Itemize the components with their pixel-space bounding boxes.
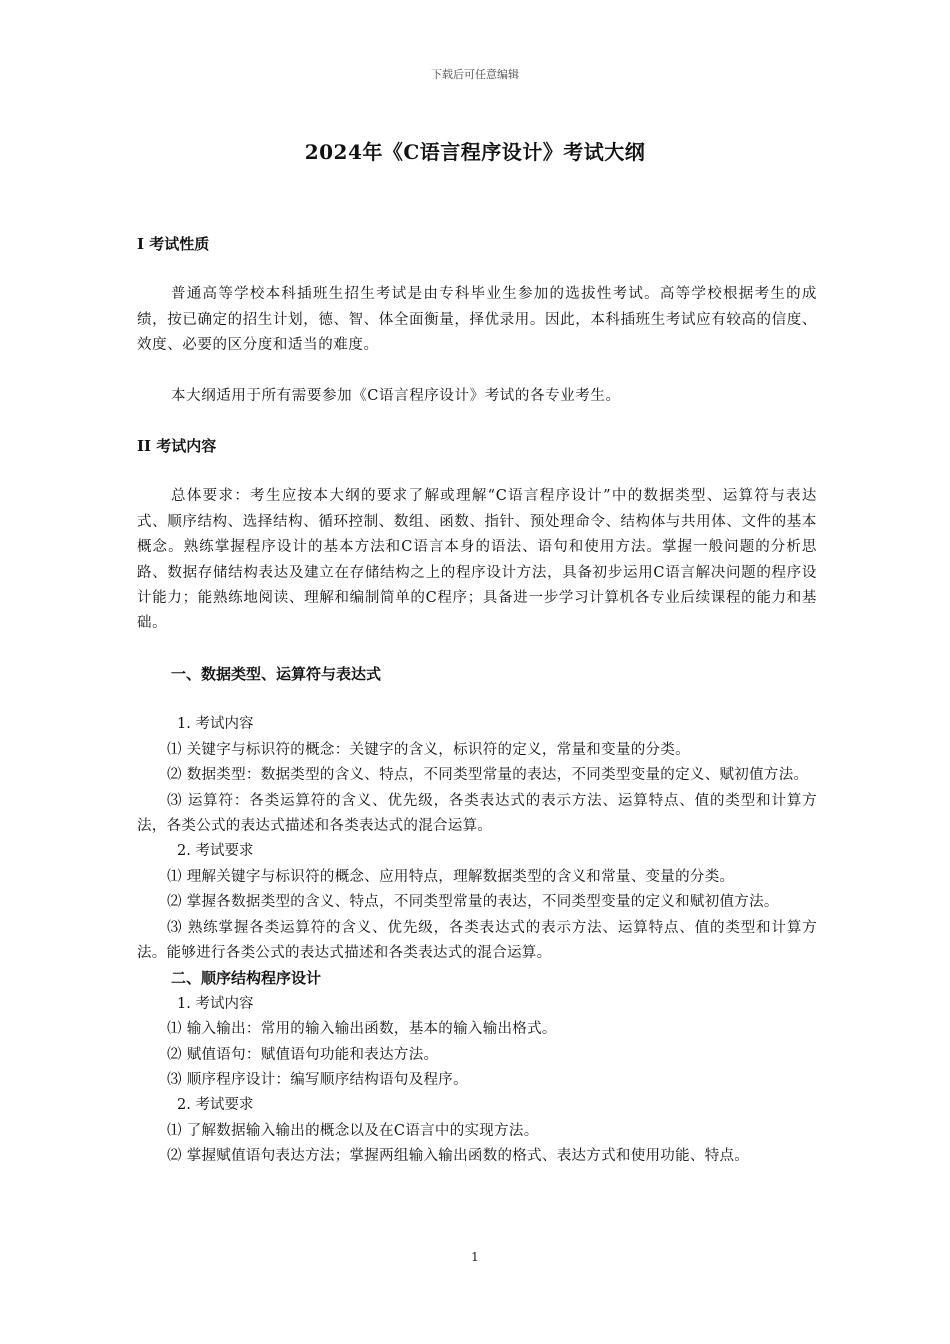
list-item: ⑴ 了解数据输入输出的概念以及在C语言中的实现方法。 <box>167 1122 539 1139</box>
list-item: ⑵ 数据类型：数据类型的含义、特点，不同类型常量的表达，不同类型变量的定义、赋初值方法。 <box>167 767 809 784</box>
paragraph-exam-nature: 普通高等学校本科插班生招生考试是由专科毕业生参加的选拔性考试。高等学校根据考生的成绩，按已确定的招生计划，德、智、体全面衡量，择优录用。因此，本科插班生考试应有较高的信度、效度、必要的区分度和适当的难度。 <box>137 286 817 354</box>
document-body <box>137 232 817 1170</box>
paragraph-general-requirements: 总体要求：考生应按本大纲的要求了解或理解“C语言程序设计”中的数据类型、运算符与表达式、顺序结构、选择结构、循环控制、数组、函数、指针、预处理命令、结构体与共用体、文件的基本概念。熟练掌握程序设计的基本方法和C语言本身的语法、语句和使用方法。掌握一般问题的分析思路、数据存储结构表达及建立在存储结构之上的程序设计方法，具备初步运用C语言解决问题的程序设计能力；能熟练地阅读、理解和编制简单的C程序；具备进一步学习计算机各专业后续课程的能力和基础。 <box>137 488 817 632</box>
list-item: ⑶ 运算符：各类运算符的含义、优先级，各类表达式的表示方法、运算特点、值的类型和计算方法，各类公式的表达式描述和各类表达式的混合运算。 <box>137 792 817 834</box>
list-item: ⑵ 赋值语句：赋值语句功能和表达方法。 <box>167 1046 439 1063</box>
subheading-content: 1. 考试内容 <box>177 716 254 733</box>
list-item: ⑶ 顺序程序设计：编写顺序结构语句及程序。 <box>167 1071 468 1088</box>
section-heading-nature: I 考试性质 <box>137 235 210 253</box>
header-note: 下载后可任意编辑 <box>431 68 519 81</box>
part-heading-data-types: 一、数据类型、运算符与表达式 <box>171 664 382 683</box>
list-item: ⑴ 输入输出：常用的输入输出函数，基本的输入输出格式。 <box>167 1021 557 1038</box>
list-item: ⑴ 关键字与标识符的概念：关键字的含义，标识符的定义，常量和变量的分类。 <box>167 741 690 758</box>
document-title: 2024年《C语言程序设计》考试大纲 <box>304 140 646 164</box>
part-heading-sequential: 二、顺序结构程序设计 <box>171 969 322 988</box>
subheading-requirements: 2. 考试要求 <box>177 843 254 860</box>
list-item: ⑶ 熟练掌握各类运算符的含义、优先级，各类表达式的表示方法、运算特点、值的类型和计算方法。能够进行各类公式的表达式描述和各类表达式的混合运算。 <box>137 919 817 961</box>
subheading-requirements: 2. 考试要求 <box>177 1097 254 1114</box>
list-item: ⑵ 掌握赋值语句表达方法；掌握两组输入输出函数的格式、表达方式和使用功能、特点。 <box>167 1148 750 1165</box>
paragraph-applicability: 本大纲适用于所有需要参加《C语言程序设计》考试的各专业考生。 <box>171 387 621 404</box>
subheading-content: 1. 考试内容 <box>177 995 254 1012</box>
list-item: ⑴ 理解关键字与标识符的概念、应用特点，理解数据类型的含义和常量、变量的分类。 <box>167 868 735 885</box>
page-number: 1 <box>471 1250 479 1264</box>
section-heading-content: II 考试内容 <box>137 437 217 456</box>
list-item: ⑵ 掌握各数据类型的含义、特点，不同类型常量的表达，不同类型变量的定义和赋初值方法。 <box>167 894 779 911</box>
